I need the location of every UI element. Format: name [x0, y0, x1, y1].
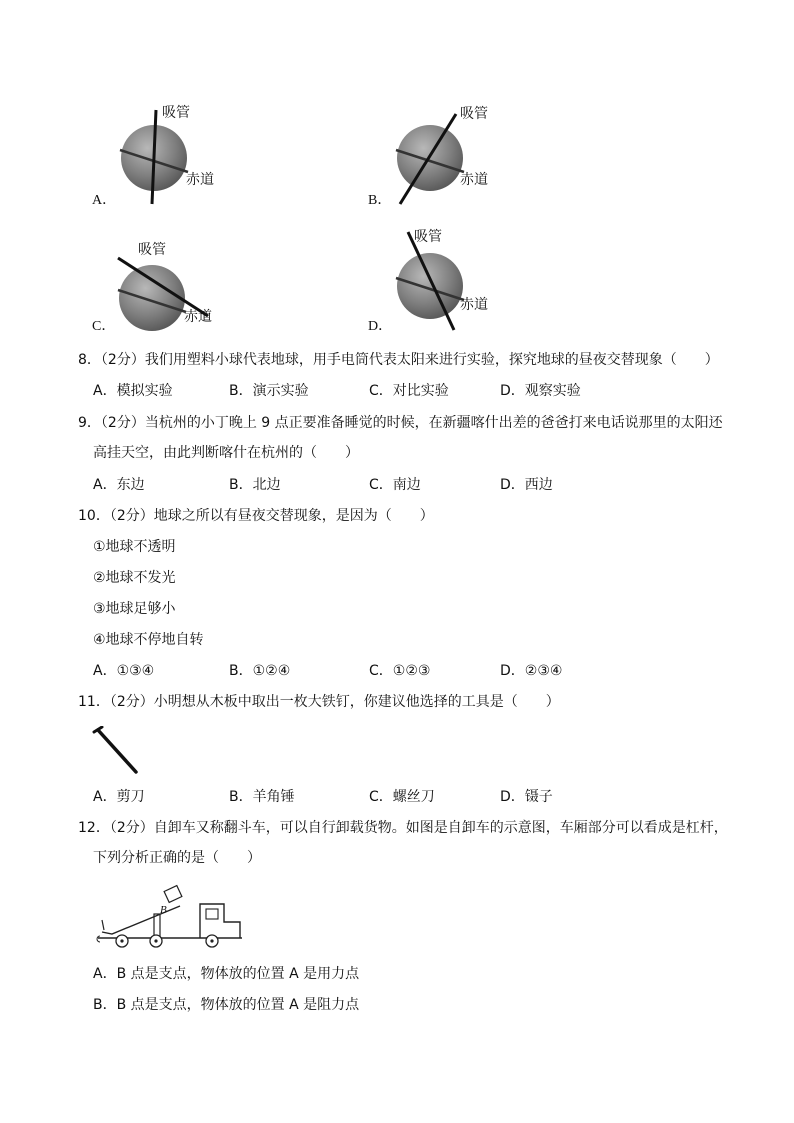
q12-option-a[interactable]: A．B 点是支点，物体放的位置 A 是用力点: [93, 966, 360, 982]
globe-figure-c: [90, 238, 330, 338]
q11-option-b[interactable]: B．羊角锤: [229, 789, 295, 805]
option-letter-a[interactable]: A．: [92, 193, 117, 208]
option-letter-b[interactable]: B．: [368, 193, 392, 208]
straw-label-c: 吸管: [138, 242, 166, 258]
equator-label-b: 赤道: [460, 172, 488, 188]
q11-option-d[interactable]: D．镊子: [500, 789, 553, 805]
q10-stem: 10．（2分）地球之所以有昼夜交替现象，是因为（ ）: [78, 508, 434, 524]
equator-label-a: 赤道: [186, 172, 214, 188]
iron-nail-image: [92, 726, 142, 778]
q9-option-a[interactable]: A．东边: [93, 477, 145, 493]
q8-option-b[interactable]: B．演示实验: [229, 383, 309, 399]
q9-option-b[interactable]: B．北边: [229, 477, 281, 493]
q10-option-b[interactable]: B．①②④: [229, 663, 291, 679]
straw-label-a: 吸管: [162, 105, 190, 121]
q9-stem-line2: 高挂天空，由此判断喀什在杭州的（ ）: [93, 445, 359, 461]
straw-label-b: 吸管: [460, 106, 488, 122]
q9-option-d[interactable]: D．西边: [500, 477, 553, 493]
q10-statement-2: ②地球不发光: [93, 570, 176, 586]
globe-d-image: [366, 226, 606, 338]
q8-option-c[interactable]: C．对比实验: [369, 383, 449, 399]
equator-label-c: 赤道: [184, 309, 212, 325]
q12-stem-line2: 下列分析正确的是（ ）: [93, 850, 261, 866]
dump-truck-diagram: [92, 880, 248, 952]
equator-label-d: 赤道: [460, 297, 488, 313]
q9-option-c[interactable]: C．南边: [369, 477, 421, 493]
q12-option-b[interactable]: B．B 点是支点，物体放的位置 A 是阻力点: [93, 997, 360, 1013]
q11-stem: 11．（2分）小明想从木板中取出一枚大铁钉，你建议他选择的工具是（ ）: [78, 694, 560, 710]
globe-a-image: [90, 100, 330, 210]
q11-option-a[interactable]: A．剪刀: [93, 789, 145, 805]
truck-point-b-label: B: [160, 904, 167, 916]
q12-stem-line1: 12．（2分）自卸车又称翻斗车，可以自行卸载货物。如图是自卸车的示意图，车厢部分可以看成是杠杆，: [78, 820, 728, 836]
q8-option-a[interactable]: A．模拟实验: [93, 383, 173, 399]
q10-option-c[interactable]: C．①②③: [369, 663, 431, 679]
q10-statement-4: ④地球不停地自转: [93, 632, 204, 648]
globe-figure-b: [366, 100, 606, 210]
option-letter-d[interactable]: D．: [368, 319, 393, 334]
straw-label-d: 吸管: [414, 229, 442, 245]
q10-statement-3: ③地球足够小: [93, 601, 176, 617]
q10-option-d[interactable]: D．②③④: [500, 663, 563, 679]
q10-statement-1: ①地球不透明: [93, 539, 176, 555]
option-letter-c[interactable]: C．: [92, 319, 116, 334]
globe-figure-d: [366, 226, 606, 338]
q9-stem-line1: 9．（2分）当杭州的小丁晚上 9 点正要准备睡觉的时候，在新疆喀什出差的爸爸打来电话说那里的太阳还: [78, 415, 723, 431]
dump-truck-figure: [92, 880, 248, 952]
q8-stem: 8．（2分）我们用塑料小球代表地球，用手电筒代表太阳来进行实验，探究地球的昼夜交替现象（ ）: [78, 352, 719, 368]
q10-option-a[interactable]: A．①③④: [93, 663, 155, 679]
q8-option-d[interactable]: D．观察实验: [500, 383, 581, 399]
q11-option-c[interactable]: C．螺丝刀: [369, 789, 435, 805]
globe-figure-a: [90, 100, 330, 210]
